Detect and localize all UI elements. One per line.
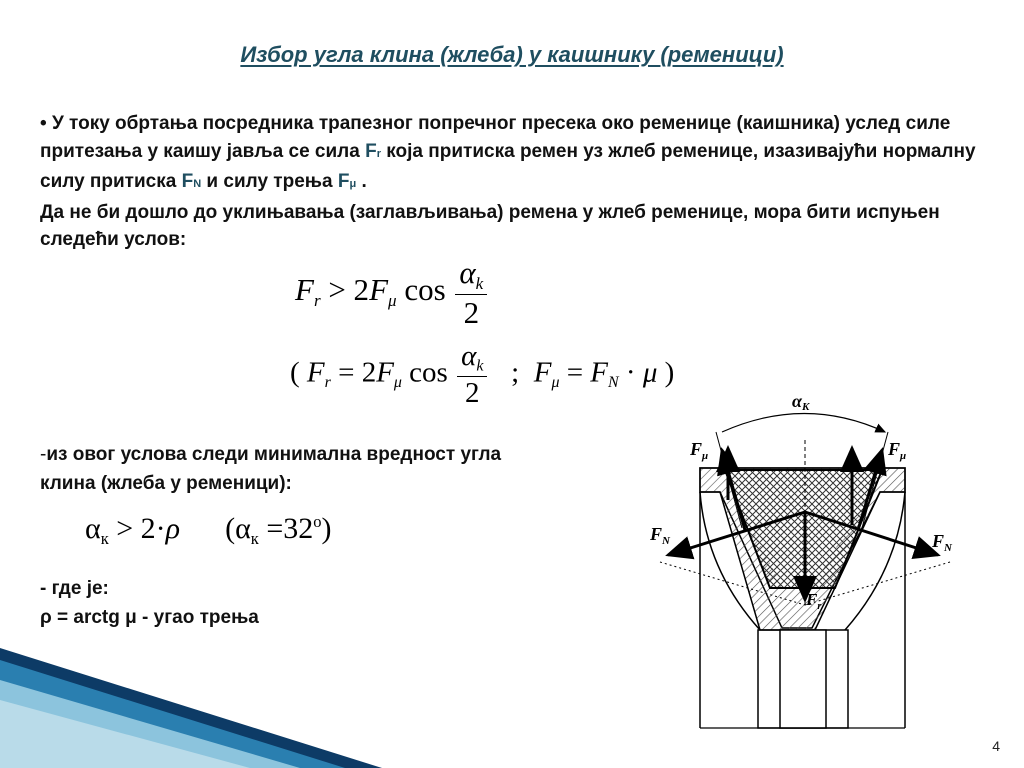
main-paragraph bbox=[40, 110, 990, 254]
angle-arc bbox=[722, 414, 885, 433]
label-fmu-right: $F_\mu$ bbox=[888, 439, 907, 462]
paragraph-text-5: Да не би дошло до уклињавања (заглављивања) ремена у жлеб ременице, мора бити испуњен следећи услов: bbox=[40, 201, 940, 250]
label-alpha-k: αK bbox=[792, 391, 810, 413]
bullet: • bbox=[40, 113, 47, 134]
page-number: 4 bbox=[992, 738, 1000, 754]
paragraph-text-3: и силу трења bbox=[201, 171, 338, 192]
symbol-fr: Fr bbox=[365, 140, 381, 162]
rho-definition: ρ = arctg μ - угао трења bbox=[40, 607, 259, 628]
belt-groove-diagram bbox=[645, 383, 975, 743]
paragraph-text-1: У току обртања посредника трапезног попречног пресека око ременице (каишника) услед силе притезања у каишу јавља се сила bbox=[40, 113, 951, 162]
fraction-alpha-k-over-2: $\frac{\alpha k}{2}$ bbox=[455, 255, 487, 331]
paragraph-text-2: која притиска ремен уз жлеб ременице, изазивајући нормалну силу притиска bbox=[40, 140, 976, 192]
formula-min-angle: αк > 2·ρ $(\alpha к =32^o)$ bbox=[85, 512, 332, 548]
formula-condition: Fr > 2Fμ cos $\frac{\alpha k}{2}$ bbox=[295, 255, 489, 331]
slide-title: Избор угла клина (жлеба) у каишнику (ременици) bbox=[240, 42, 784, 67]
label-fmu-left: $F_\mu$ bbox=[690, 439, 709, 462]
formula-equality: ( Fr = 2Fμ cos $\frac{\alpha k}{2}$ ; Fμ = FN · μ ) bbox=[290, 340, 675, 409]
condition-text: -из овог услова следи минимална вредност угла клина (жлеба у ременици): bbox=[40, 444, 502, 494]
label-fn-left: $F_N$ bbox=[650, 524, 670, 547]
definition-block bbox=[40, 574, 259, 632]
label-fr: $F_r$ bbox=[806, 590, 822, 612]
symbol-fn: FN bbox=[181, 171, 202, 192]
paragraph-text-4: . bbox=[356, 171, 367, 192]
where-label: - где је: bbox=[40, 578, 109, 599]
label-fn-right: $F_N$ bbox=[932, 531, 952, 554]
fraction-alpha-k-over-2: $\frac{\alpha k}{2}$ bbox=[457, 340, 487, 410]
symbol-fmu: Fμ bbox=[337, 171, 357, 192]
